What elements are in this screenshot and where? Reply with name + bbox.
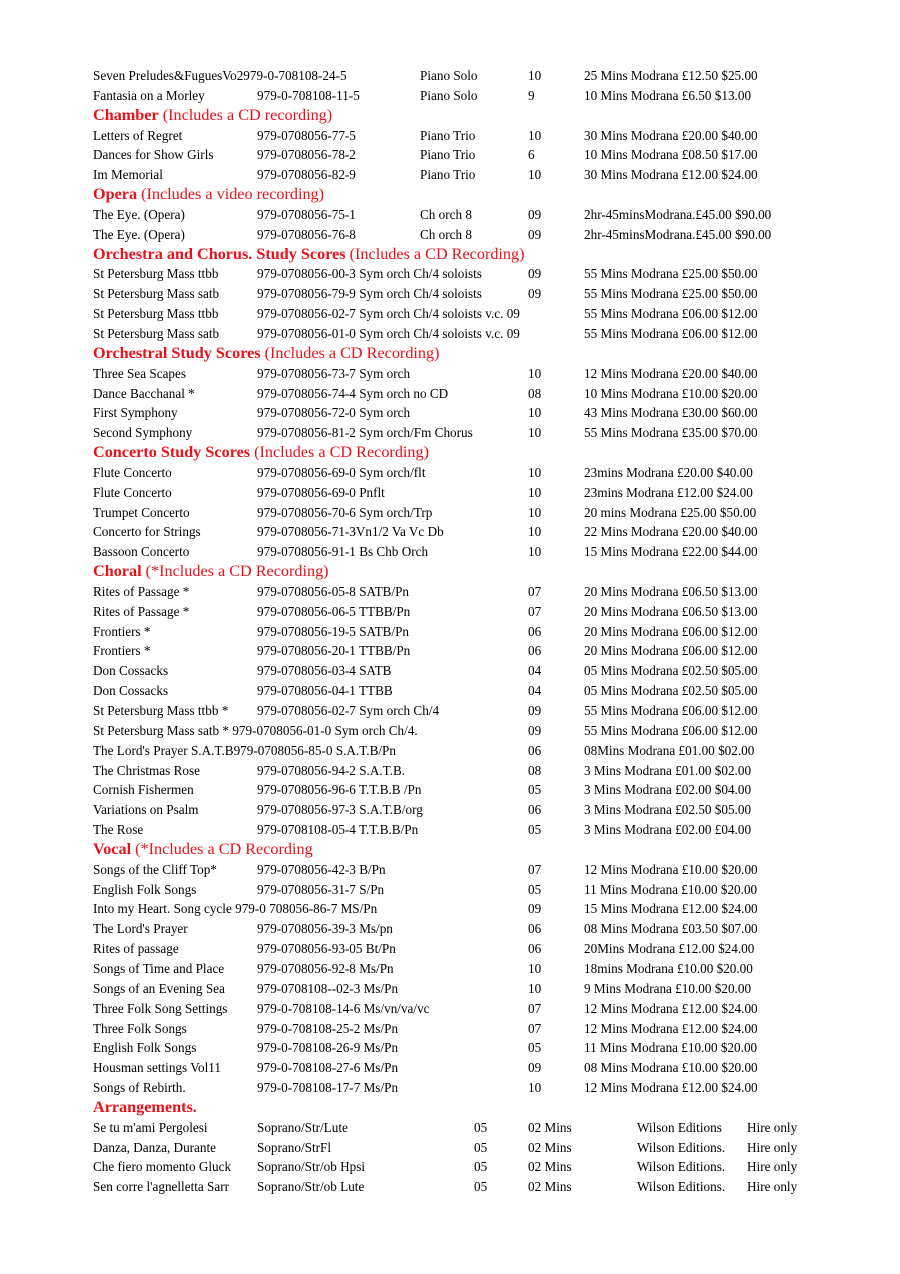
section-heading	[0, 562, 900, 582]
isbn: 979-0-708108-11-5	[257, 87, 360, 103]
section-title-text: Orchestra and Chorus. Study Scores	[93, 244, 346, 263]
catalogue-row	[0, 264, 900, 284]
duration-price: 20 Mins Modrana £06.00 $12.00	[584, 623, 758, 639]
isbn: 979-0708056-03-4 SATB	[257, 663, 392, 679]
section-title-text: Opera	[93, 185, 138, 204]
section-note: (*Includes a CD Recording)	[141, 562, 329, 581]
work-title: The Christmas Rose	[93, 762, 200, 778]
isbn: 979-0708056-77-5	[257, 127, 356, 143]
isbn: 979-0708108-05-4 T.T.B.B/Pn	[257, 822, 419, 838]
duration-price: 22 Mins Modrana £20.00 $40.00	[584, 524, 758, 540]
arrangement-voicing: Soprano/Str/Lute	[257, 1119, 348, 1135]
catalogue-row	[0, 979, 900, 999]
catalogue-row	[0, 880, 900, 900]
section-note: (*Includes a CD Recording	[131, 839, 313, 858]
catalogue-page	[0, 66, 900, 1197]
hire-status: Hire only	[747, 1119, 798, 1135]
grade: 05	[474, 1179, 488, 1195]
work-title: Fantasia on a Morley	[93, 87, 205, 103]
isbn: 979-0708056-02-7 Sym orch Ch/4	[257, 703, 440, 718]
grade: 05	[474, 1159, 488, 1175]
duration-price: 25 Mins Modrana £12.50 $25.00	[584, 68, 758, 83]
work-title: Rites of Passage *	[93, 603, 190, 619]
section-title	[93, 840, 313, 860]
grade: 05	[528, 1040, 542, 1056]
grade: 08	[528, 385, 542, 401]
section-heading	[0, 1098, 900, 1118]
grade: 10	[528, 464, 542, 480]
duration-price: 20 Mins Modrana £06.50 $13.00	[584, 603, 758, 619]
work-title: The Eye. (Opera)	[93, 206, 185, 222]
duration-price: 15 Mins Modrana £12.00 $24.00	[584, 901, 758, 917]
grade: 09	[528, 901, 542, 917]
duration-price: 3 Mins Modrana £02.50 $05.00	[584, 802, 752, 818]
work-title: Second Symphony	[93, 425, 193, 441]
grade: 10	[528, 167, 542, 183]
duration-price: 20Mins Modrana £12.00 $24.00	[584, 941, 755, 957]
catalogue-row	[0, 145, 900, 165]
catalogue-row	[0, 701, 900, 721]
grade: 05	[528, 782, 542, 798]
work-title: The Lord's Prayer	[93, 921, 188, 937]
catalogue-row	[0, 661, 900, 681]
grade: 06	[528, 643, 542, 659]
work-title: Housman settings Vol11	[93, 1060, 221, 1076]
work-title: Don Cossacks	[93, 663, 169, 679]
duration-price: 30 Mins Modrana £20.00 $40.00	[584, 127, 758, 143]
isbn: 979-0708056-93-05 Bt/Pn	[257, 941, 396, 957]
work-title: Bassoon Concerto	[93, 544, 190, 560]
isbn: 979-0708056-75-1	[257, 206, 356, 222]
isbn: 979-0708056-94-2 S.A.T.B.	[257, 762, 406, 778]
isbn: 979-0708056-31-7 S/Pn	[257, 881, 385, 897]
duration-price: 15 Mins Modrana £22.00 $44.00	[584, 544, 758, 560]
isbn: 979-0708056-74-4 Sym orch no CD	[257, 385, 449, 401]
duration: 02 Mins	[528, 1159, 572, 1175]
work-title: Concerto for Strings	[93, 524, 201, 540]
grade: 10	[528, 524, 542, 540]
grade: 10	[528, 405, 542, 421]
catalogue-row	[0, 800, 900, 820]
work-title: Flute Concerto	[93, 484, 172, 500]
duration-price: 12 Mins Modrana £10.00 $20.00	[584, 861, 758, 877]
duration-price: 55 Mins Modrana £35.00 $70.00	[584, 425, 758, 441]
publisher: Wilson Editions	[637, 1119, 722, 1135]
duration-price: 12 Mins Modrana £20.00 $40.00	[584, 365, 758, 381]
arrangement-row	[0, 1177, 900, 1197]
grade: 09	[528, 286, 542, 302]
duration-price: 12 Mins Modrana £12.00 $24.00	[584, 1080, 758, 1096]
section-heading	[0, 106, 900, 126]
section-title	[93, 1098, 197, 1118]
work-title: St Petersburg Mass ttbb	[93, 306, 219, 322]
section-title	[93, 443, 429, 463]
isbn: 979-0708056-02-7 Sym orch Ch/4 soloists v.c. 09	[257, 306, 520, 322]
catalogue-row	[0, 126, 900, 146]
duration-price: 3 Mins Modrana £02.00 $04.00	[584, 782, 752, 798]
duration-price: 12 Mins Modrana £12.00 $24.00	[584, 1020, 758, 1036]
duration-price: 11 Mins Modrana £10.00 $20.00	[584, 881, 758, 897]
catalogue-row	[0, 582, 900, 602]
duration: 02 Mins	[528, 1119, 572, 1135]
arrangement-voicing: Soprano/StrFl	[257, 1139, 332, 1155]
instrumentation: Ch orch 8	[420, 206, 473, 222]
isbn: 979-0708056-04-1 TTBB	[257, 683, 393, 699]
duration-price: 55 Mins Modrana £06.00 $12.00	[584, 306, 758, 322]
work-title: The Rose	[93, 822, 144, 838]
catalogue-row	[0, 1078, 900, 1098]
work-title: Songs of Time and Place	[93, 960, 225, 976]
arrangement-title: Danza, Danza, Durante	[93, 1139, 217, 1155]
grade: 09	[528, 1060, 542, 1076]
isbn: 979-0708056-69-0 Pnflt	[257, 484, 385, 500]
section-title-text: Orchestral Study Scores	[93, 343, 261, 362]
grade: 6	[528, 147, 535, 163]
grade: 06	[528, 941, 542, 957]
duration-price: 23mins Modrana £12.00 $24.00	[584, 484, 753, 500]
duration-price: 3 Mins Modrana £01.00 $02.00	[584, 762, 752, 778]
grade: 07	[528, 1020, 542, 1036]
duration: 02 Mins	[528, 1139, 572, 1155]
catalogue-row	[0, 522, 900, 542]
isbn: 979-0708056-39-3 Ms/pn	[257, 921, 393, 937]
duration-price: 20 Mins Modrana £06.00 $12.00	[584, 643, 758, 659]
grade: 04	[528, 683, 542, 699]
catalogue-row	[0, 622, 900, 642]
catalogue-row	[0, 780, 900, 800]
isbn: 979-0708056-05-8 SATB/Pn	[257, 583, 410, 599]
section-heading	[0, 840, 900, 860]
work-title: Three Sea Scapes	[93, 365, 187, 381]
work-title: Seven Preludes&FuguesVo2979-0-708108-24-5	[93, 68, 347, 83]
section-heading	[0, 344, 900, 364]
duration-price: 12 Mins Modrana £12.00 $24.00	[584, 1000, 758, 1016]
duration-price: 55 Mins Modrana £06.00 $12.00	[584, 722, 758, 738]
arrangement-title: Che fiero momento Gluck	[93, 1159, 232, 1175]
catalogue-row	[0, 165, 900, 185]
duration-price: 10 Mins Modrana £10.00 $20.00	[584, 385, 758, 401]
catalogue-row	[0, 225, 900, 245]
isbn: 979-0-708108-26-9 Ms/Pn	[257, 1040, 399, 1056]
work-title: English Folk Songs	[93, 1040, 197, 1056]
hire-status: Hire only	[747, 1159, 798, 1175]
catalogue-row	[0, 542, 900, 562]
section-note: (Includes a CD Recording)	[250, 443, 429, 462]
isbn: 979-0708056-81-2 Sym orch/Fm Chorus	[257, 425, 473, 441]
catalogue-row	[0, 899, 900, 919]
section-note: (Includes a CD Recording)	[345, 244, 525, 263]
section-heading	[0, 245, 900, 265]
isbn: 979-0708056-06-5 TTBB/Pn	[257, 603, 411, 619]
grade: 06	[528, 921, 542, 937]
work-title: English Folk Songs	[93, 881, 197, 897]
catalogue-row	[0, 741, 900, 761]
isbn: 979-0708056-72-0 Sym orch	[257, 405, 411, 421]
catalogue-row	[0, 1058, 900, 1078]
catalogue-row	[0, 919, 900, 939]
section-title-text: Chamber	[93, 105, 159, 124]
section-note: (Includes a video recording)	[137, 185, 325, 204]
arrangement-title: Sen corre l'agnelletta Sarr	[93, 1179, 230, 1195]
grade: 05	[528, 822, 542, 838]
publisher: Wilson Editions.	[637, 1159, 726, 1175]
grade: 10	[528, 365, 542, 381]
grade: 05	[528, 881, 542, 897]
work-title: Flute Concerto	[93, 464, 172, 480]
publisher: Wilson Editions.	[637, 1139, 726, 1155]
work-title: Im Memorial	[93, 167, 163, 183]
catalogue-row	[0, 205, 900, 225]
section-title	[93, 344, 440, 364]
catalogue-row	[0, 761, 900, 781]
duration-price: 08 Mins Modrana £03.50 $07.00	[584, 921, 758, 937]
isbn: 979-0708056-91-1 Bs Chb Orch	[257, 544, 429, 560]
duration-price: 43 Mins Modrana £30.00 $60.00	[584, 405, 758, 421]
grade: 10	[528, 960, 542, 976]
isbn: 979-0708056-69-0 Sym orch/flt	[257, 464, 426, 480]
work-title: First Symphony	[93, 405, 178, 421]
arrangement-voicing: Soprano/Str/ob Hpsi	[257, 1159, 366, 1175]
grade: 05	[474, 1139, 488, 1155]
grade: 06	[528, 802, 542, 818]
isbn: 979-0708056-78-2	[257, 147, 356, 163]
duration-price: 08Mins Modrana £01.00 $02.00	[584, 742, 755, 758]
catalogue-row	[0, 384, 900, 404]
duration-price: 2hr-45minsModrana.£45.00 $90.00	[584, 226, 772, 242]
arrangement-voicing: Soprano/Str/ob Lute	[257, 1179, 365, 1195]
isbn: 979-0-708108-25-2 Ms/Pn	[257, 1020, 399, 1036]
grade: 09	[528, 266, 542, 282]
isbn: 979-0708056-92-8 Ms/Pn	[257, 960, 394, 976]
duration: 02 Mins	[528, 1179, 572, 1195]
grade: 09	[528, 722, 542, 738]
isbn: 979-0708056-19-5 SATB/Pn	[257, 623, 410, 639]
catalogue-row	[0, 641, 900, 661]
grade: 9	[528, 87, 535, 103]
work-title: Dance Bacchanal *	[93, 385, 195, 401]
isbn: 979-0708056-70-6 Sym orch/Trp	[257, 504, 433, 520]
duration-price: 23mins Modrana £20.00 $40.00	[584, 464, 753, 480]
duration-price: 10 Mins Modrana £08.50 $17.00	[584, 147, 758, 163]
work-title: St Petersburg Mass satb	[93, 325, 220, 341]
duration-price: 55 Mins Modrana £25.00 $50.00	[584, 266, 758, 282]
grade: 07	[528, 1000, 542, 1016]
catalogue-row	[0, 721, 900, 741]
isbn: 979-0708056-01-0 Sym orch Ch/4 soloists v.c. 09	[257, 325, 520, 341]
grade: 09	[528, 226, 542, 242]
catalogue-row	[0, 503, 900, 523]
grade: 05	[474, 1119, 488, 1135]
arrangement-row	[0, 1157, 900, 1177]
section-title-text: Concerto Study Scores	[93, 443, 251, 462]
grade: 04	[528, 663, 542, 679]
catalogue-row	[0, 483, 900, 503]
catalogue-row	[0, 86, 900, 106]
catalogue-row	[0, 463, 900, 483]
hire-status: Hire only	[747, 1179, 798, 1195]
duration-price: 05 Mins Modrana £02.50 $05.00	[584, 663, 758, 679]
catalogue-row	[0, 304, 900, 324]
catalogue-row	[0, 1038, 900, 1058]
section-title	[93, 106, 332, 126]
work-title: St Petersburg Mass ttbb	[93, 266, 219, 282]
catalogue-row	[0, 959, 900, 979]
grade: 10	[528, 544, 542, 560]
section-note: (Includes a CD Recording)	[260, 343, 440, 362]
section-title	[93, 562, 329, 582]
work-title: Songs of an Evening Sea	[93, 980, 225, 996]
duration-price: 2hr-45minsModrana.£45.00 $90.00	[584, 206, 772, 222]
section-title	[93, 185, 324, 205]
section-title-text: Arrangements.	[93, 1097, 197, 1116]
isbn: 979-0708056-20-1 TTBB/Pn	[257, 643, 411, 659]
isbn: 979-0708056-71-3Vn1/2 Va Vc Db	[257, 524, 444, 540]
grade: 06	[528, 623, 542, 639]
work-title: Cornish Fishermen	[93, 782, 194, 798]
isbn: 979-0708056-97-3 S.A.T.B/org	[257, 802, 423, 818]
grade: 10	[528, 980, 542, 996]
publisher: Wilson Editions.	[637, 1179, 726, 1195]
isbn: 979-0-708108-17-7 Ms/Pn	[257, 1080, 399, 1096]
grade: 10	[528, 68, 542, 83]
catalogue-row	[0, 66, 900, 86]
grade: 10	[528, 425, 542, 441]
isbn: 979-0708056-96-6 T.T.B.B /Pn	[257, 782, 422, 798]
work-title: Rites of Passage *	[93, 583, 190, 599]
work-title: Into my Heart. Song cycle 979-0 708056-86-7 MS/Pn	[93, 901, 378, 917]
section-title-text: Vocal	[93, 839, 132, 858]
section-title-text: Choral	[93, 562, 142, 581]
isbn: 979-0708108--02-3 Ms/Pn	[257, 980, 399, 996]
duration-price: 55 Mins Modrana £06.00 $12.00	[584, 703, 758, 718]
arrangement-title: Se tu m'ami Pergolesi	[93, 1119, 208, 1135]
work-title: Variations on Psalm	[93, 802, 199, 818]
catalogue-row	[0, 403, 900, 423]
duration-price: 20 mins Modrana £25.00 $50.00	[584, 504, 757, 520]
work-title: Frontiers *	[93, 623, 151, 639]
duration-price: 11 Mins Modrana £10.00 $20.00	[584, 1040, 758, 1056]
catalogue-row	[0, 939, 900, 959]
isbn: 979-0708056-42-3 B/Pn	[257, 861, 386, 877]
duration-price: 3 Mins Modrana £02.00 £04.00	[584, 822, 752, 838]
grade: 08	[528, 762, 542, 778]
grade: 10	[528, 504, 542, 520]
section-note: (Includes a CD recording)	[158, 105, 333, 124]
grade: 10	[528, 1080, 542, 1096]
grade: 10	[528, 127, 542, 143]
instrumentation: Piano Trio	[420, 127, 476, 143]
catalogue-row	[0, 820, 900, 840]
duration-price: 30 Mins Modrana £12.00 $24.00	[584, 167, 758, 183]
grade: 10	[528, 484, 542, 500]
instrumentation: Ch orch 8	[420, 226, 473, 242]
isbn: 979-0708056-76-8	[257, 226, 356, 242]
isbn: 979-0-708108-27-6 Ms/Pn	[257, 1060, 399, 1076]
work-title: St Petersburg Mass satb * 979-0708056-01-0 Sym orch Ch/4.	[93, 722, 418, 738]
catalogue-row	[0, 681, 900, 701]
arrangement-row	[0, 1118, 900, 1138]
catalogue-row	[0, 602, 900, 622]
duration-price: 10 Mins Modrana £6.50 $13.00	[584, 87, 752, 103]
hire-status: Hire only	[747, 1139, 798, 1155]
work-title: The Eye. (Opera)	[93, 226, 185, 242]
work-title: Letters of Regret	[93, 127, 183, 143]
section-heading	[0, 185, 900, 205]
duration-price: 55 Mins Modrana £06.00 $12.00	[584, 325, 758, 341]
work-title: Three Folk Songs	[93, 1020, 187, 1036]
grade: 09	[528, 206, 542, 222]
work-title: Songs of the Cliff Top*	[93, 861, 217, 877]
section-title	[93, 245, 525, 265]
isbn: 979-0-708108-14-6 Ms/vn/va/vc	[257, 1000, 430, 1016]
duration-price: 08 Mins Modrana £10.00 $20.00	[584, 1060, 758, 1076]
catalogue-row	[0, 364, 900, 384]
grade: 07	[528, 583, 542, 599]
instrumentation: Piano Trio	[420, 147, 476, 163]
duration-price: 05 Mins Modrana £02.50 $05.00	[584, 683, 758, 699]
duration-price: 55 Mins Modrana £25.00 $50.00	[584, 286, 758, 302]
grade: 07	[528, 861, 542, 877]
isbn: 979-0708056-82-9	[257, 167, 356, 183]
catalogue-row	[0, 860, 900, 880]
duration-price: 20 Mins Modrana £06.50 $13.00	[584, 583, 758, 599]
work-title: Three Folk Song Settings	[93, 1000, 228, 1016]
work-title: Trumpet Concerto	[93, 504, 190, 520]
work-title: The Lord's Prayer S.A.T.B979-0708056-85-0 S.A.T.B/Pn	[93, 742, 396, 758]
duration-price: 18mins Modrana £10.00 $20.00	[584, 960, 753, 976]
instrumentation: Piano Solo	[420, 68, 478, 83]
duration-price: 9 Mins Modrana £10.00 $20.00	[584, 980, 752, 996]
grade: 06	[528, 742, 542, 758]
catalogue-row	[0, 423, 900, 443]
isbn: 979-0708056-79-9 Sym orch Ch/4 soloists	[257, 286, 482, 302]
work-title: Dances for Show Girls	[93, 147, 214, 163]
catalogue-row	[0, 284, 900, 304]
work-title: Songs of Rebirth.	[93, 1080, 186, 1096]
section-heading	[0, 443, 900, 463]
instrumentation: Piano Trio	[420, 167, 476, 183]
work-title: St Petersburg Mass satb	[93, 286, 220, 302]
work-title: St Petersburg Mass ttbb *	[93, 703, 229, 718]
work-title: Frontiers *	[93, 643, 151, 659]
arrangement-row	[0, 1138, 900, 1158]
instrumentation: Piano Solo	[420, 87, 478, 103]
isbn: 979-0708056-00-3 Sym orch Ch/4 soloists	[257, 266, 482, 282]
grade: 09	[528, 703, 542, 718]
isbn: 979-0708056-73-7 Sym orch	[257, 365, 411, 381]
grade: 07	[528, 603, 542, 619]
catalogue-row	[0, 999, 900, 1019]
catalogue-row	[0, 1019, 900, 1039]
work-title: Rites of passage	[93, 941, 179, 957]
catalogue-row	[0, 324, 900, 344]
work-title: Don Cossacks	[93, 683, 169, 699]
